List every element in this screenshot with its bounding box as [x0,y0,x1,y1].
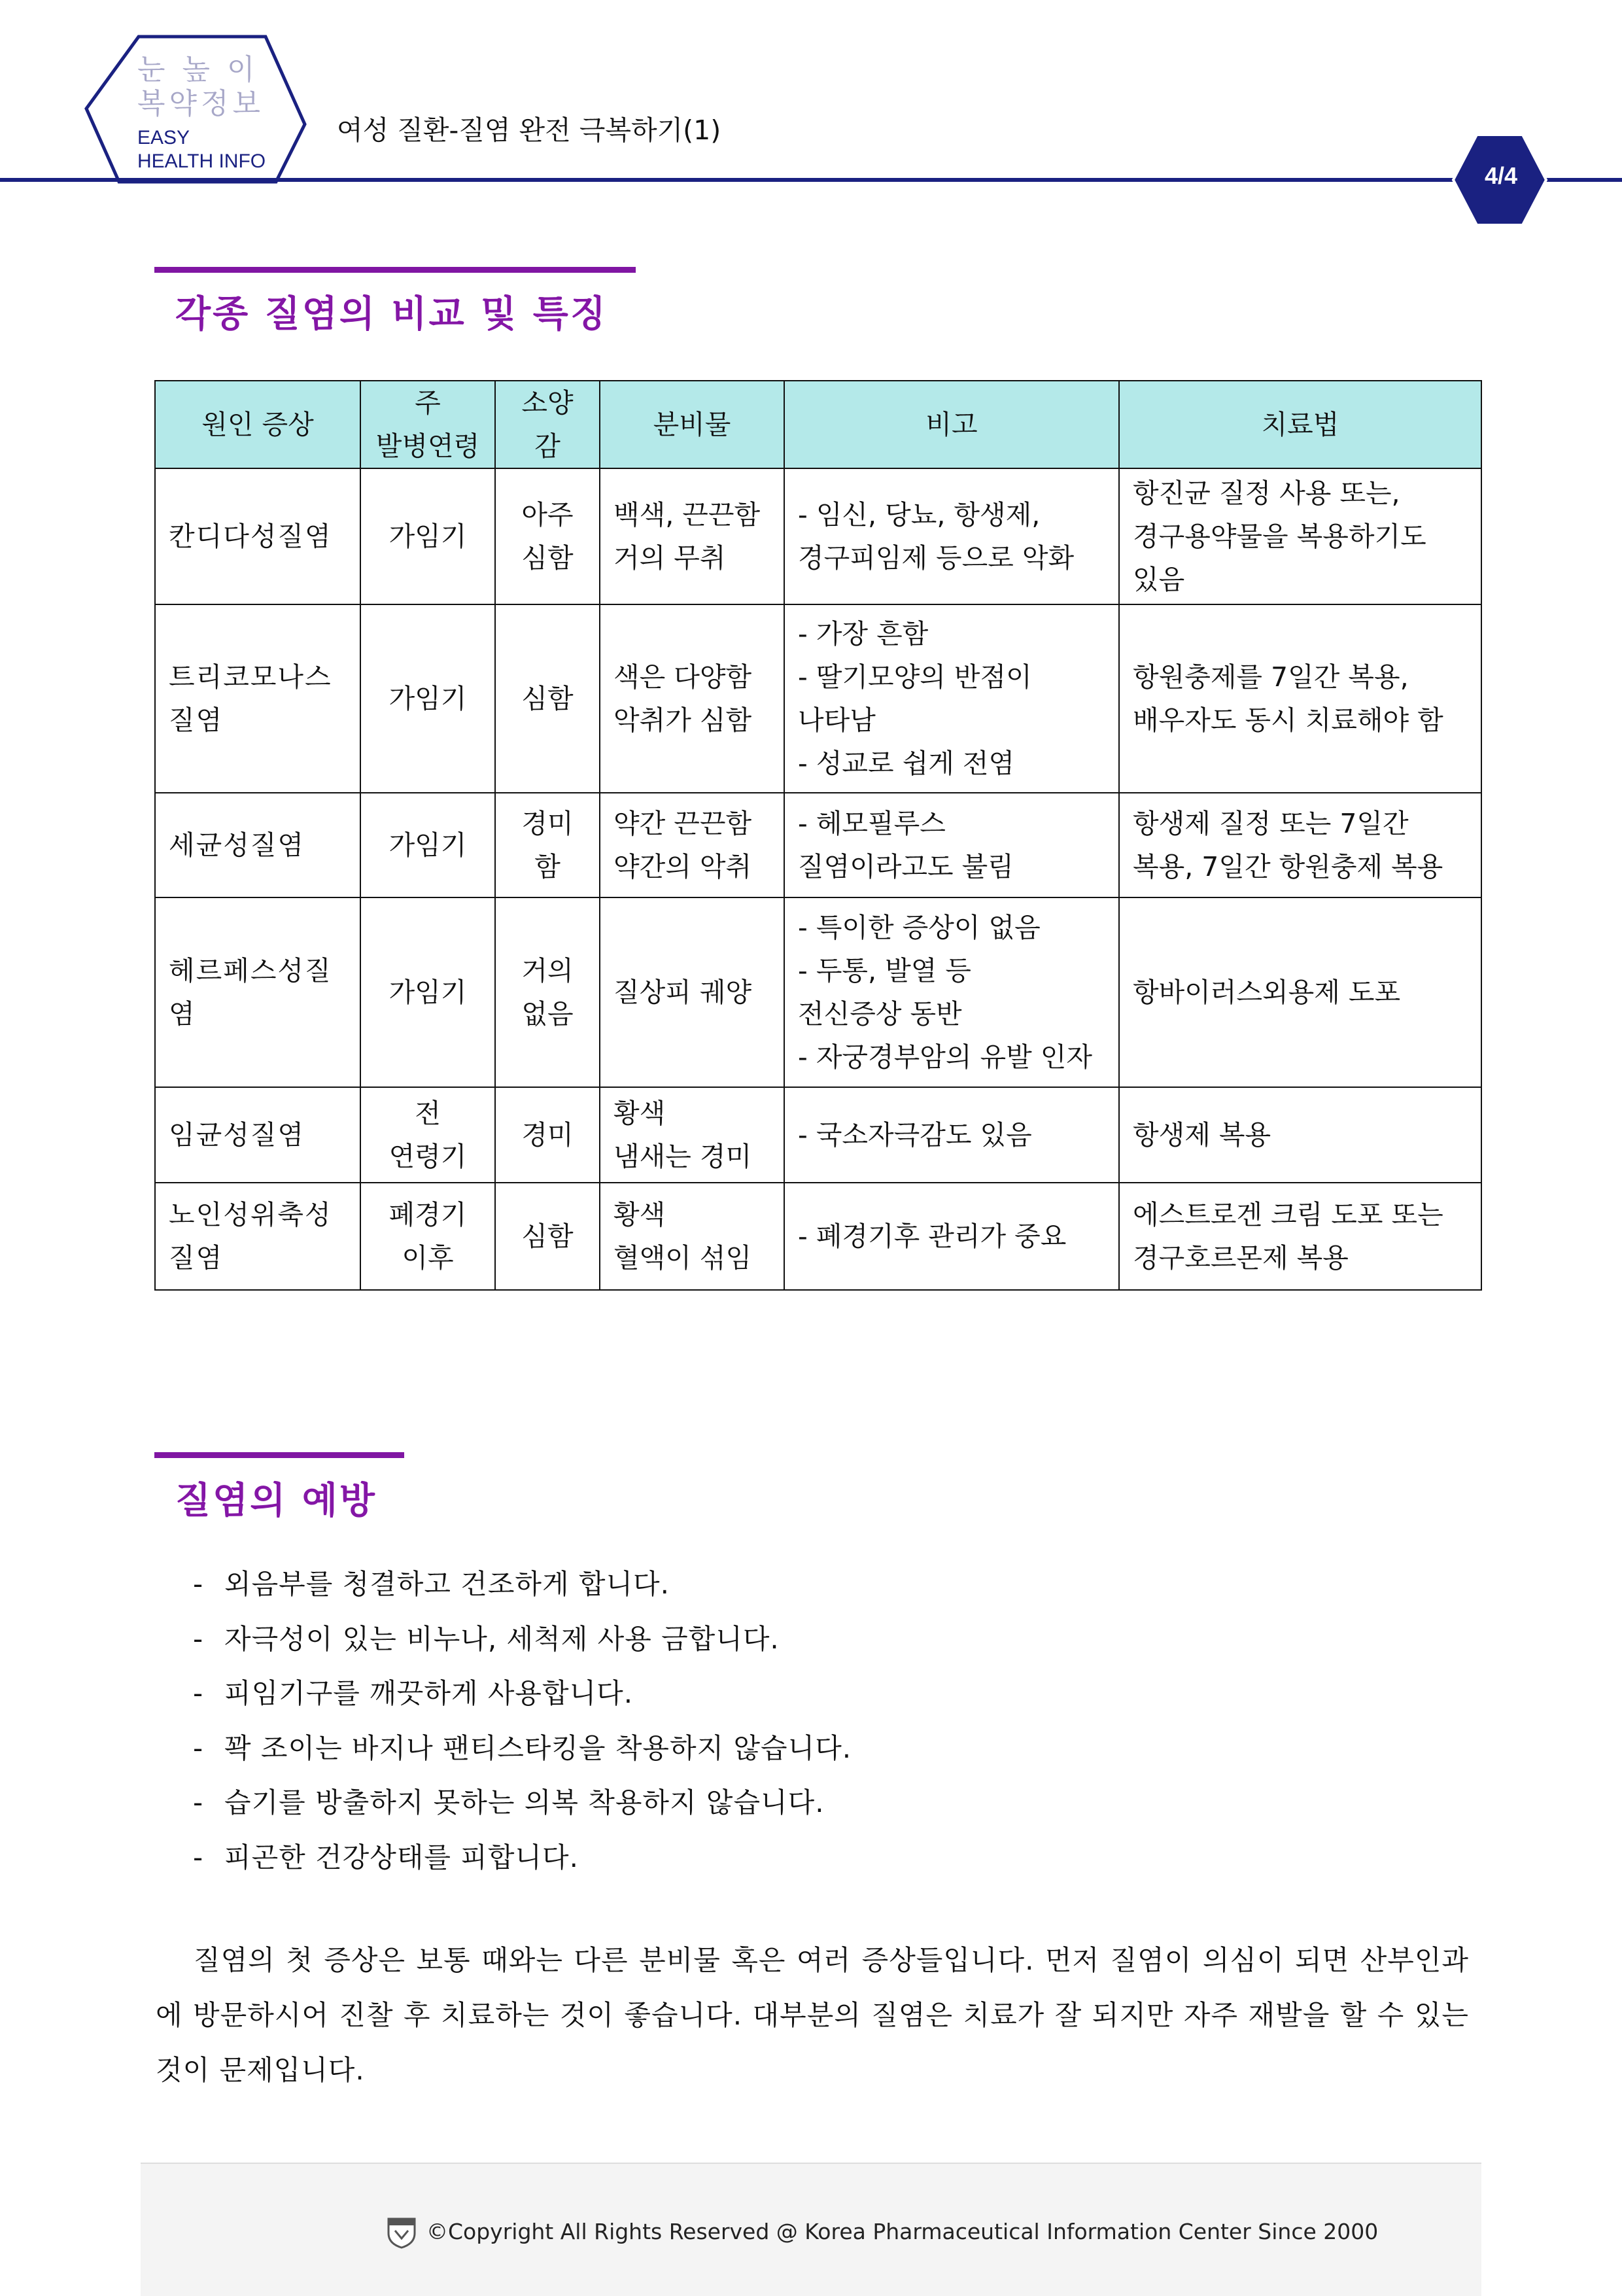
table-header-cell: 소양감 [495,381,600,468]
table-cell: 칸디다성질염 [155,468,360,604]
table-cell: 노인성위축성 질염 [155,1183,360,1290]
section1-title: 각종 질염의 비교 및 특징 [175,293,608,336]
table-cell: - 가장 흔함 - 딸기모양의 반점이 나타남 - 성교로 쉽게 전염 [784,604,1119,793]
list-item: - 피임기구를 깨끗하게 사용합니다. [193,1677,634,1709]
logo-line2: 복약정보 [137,87,265,120]
table-cell: 세균성질염 [155,793,360,897]
list-item-text: 피임기구를 깨끗하게 사용합니다. [224,1677,634,1709]
list-item: - 외음부를 청결하고 건조하게 합니다. [193,1568,670,1600]
list-item-text: 외음부를 청결하고 건조하게 합니다. [224,1568,670,1600]
section2-title: 질염의 예방 [175,1480,377,1522]
table-cell: 경미함 [495,793,600,897]
table-row [155,1087,1481,1183]
table-cell: 폐경기 이후 [360,1183,495,1290]
footer [141,2163,1481,2296]
table-row [155,604,1481,793]
table-cell: 항바이러스외용제 도포 [1119,897,1481,1087]
table-cell: 아주 심함 [495,468,600,604]
table-cell: 가임기 [360,468,495,604]
table-cell: 항진균 질정 사용 또는, 경구용약물을 복용하기도 있음 [1119,468,1481,604]
prevention-list [193,1557,852,1885]
table-row [155,897,1481,1087]
table-header-row [155,381,1481,468]
list-item-text: 꽉 조이는 바지나 팬티스타킹을 착용하지 않습니다. [224,1731,852,1764]
table-cell: 경미 [495,1087,600,1183]
table-cell: 헤르페스성질염 [155,897,360,1087]
page-number: 4/4 [1484,162,1518,189]
table-row [155,468,1481,604]
comparison-table [154,380,1482,1291]
list-item: - 꽉 조이는 바지나 팬티스타킹을 착용하지 않습니다. [193,1731,852,1764]
list-item-text: 자극성이 있는 비누나, 세척제 사용 금합니다. [224,1622,780,1655]
document-title: 여성 질환-질염 완전 극복하기(1) [337,114,721,146]
table-cell: 심함 [495,604,600,793]
table-cell: 임균성질염 [155,1087,360,1183]
table-cell: - 헤모필루스 질염이라고도 불림 [784,793,1119,897]
logo-line3: EASY [137,127,190,148]
section1-bar [154,267,636,273]
table-cell: 약간 끈끈함 약간의 악취 [600,793,784,897]
table-row [155,793,1481,897]
section2-bar [154,1452,404,1458]
table-row [155,1183,1481,1290]
table-cell: - 임신, 당뇨, 항생제, 경구피임제 등으로 악화 [784,468,1119,604]
list-item: - 피곤한 건강상태를 피합니다. [193,1841,579,1873]
table-cell: - 국소자극감도 있음 [784,1087,1119,1183]
table-cell: - 폐경기후 관리가 중요 [784,1183,1119,1290]
table-cell: 색은 다양함 악취가 심함 [600,604,784,793]
table-header-cell: 비고 [784,381,1119,468]
list-item: - 습기를 방출하지 못하는 의복 착용하지 않습니다. [193,1786,825,1818]
table-cell: 황색 혈액이 섞임 [600,1183,784,1290]
table-cell: 전 연령기 [360,1087,495,1183]
logo-line4: HEALTH INFO [137,150,266,172]
table-cell: 거의 없음 [495,897,600,1087]
table-cell: 질상피 궤양 [600,897,784,1087]
table-cell: - 특이한 증상이 없음 - 두통, 발열 등 전신증상 동반 - 자궁경부암의 유발 인자 [784,897,1119,1087]
table-cell: 가임기 [360,793,495,897]
table-header-cell: 주 발병연령 [360,381,495,468]
table-header-cell: 분비물 [600,381,784,468]
kpic-shield-icon [386,2216,417,2249]
list-item-text: 습기를 방출하지 못하는 의복 착용하지 않습니다. [224,1786,825,1818]
logo-line1: 눈 높 이 [137,53,259,86]
table-cell: 항생제 복용 [1119,1087,1481,1183]
copyright-text: ©Copyright All Rights Reserved @ Korea Pharmaceutical Information Center Since 2000 [426,2219,1379,2244]
table-cell: 가임기 [360,897,495,1087]
summary-paragraph: 질염의 첫 증상은 보통 때와는 다른 분비물 혹은 여러 증상들입니다. 먼저 질염이 의심이 되면 산부인과에 방문하시어 진찰 후 치료하는 것이 좋습니다. 대부분의 질염은 치료가 잘 되지만 자주 재발을 할 수 있는 것이 문제입니다. [156,1944,1469,2086]
table-cell: 항생제 질정 또는 7일간 복용, 7일간 항원충제 복용 [1119,793,1481,897]
table-cell: 트리코모나스 질염 [155,604,360,793]
table-header-cell: 원인 증상 [155,381,360,468]
list-item: - 자극성이 있는 비누나, 세척제 사용 금합니다. [193,1622,780,1655]
table-header-cell: 치료법 [1119,381,1481,468]
table-cell: 항원충제를 7일간 복용, 배우자도 동시 치료해야 함 [1119,604,1481,793]
table-cell: 백색, 끈끈함 거의 무취 [600,468,784,604]
table-cell: 심함 [495,1183,600,1290]
table-cell: 황색 냄새는 경미 [600,1087,784,1183]
list-item-text: 피곤한 건강상태를 피합니다. [224,1841,579,1873]
table-cell: 가임기 [360,604,495,793]
table-cell: 에스트로겐 크림 도포 또는 경구호르몬제 복용 [1119,1183,1481,1290]
